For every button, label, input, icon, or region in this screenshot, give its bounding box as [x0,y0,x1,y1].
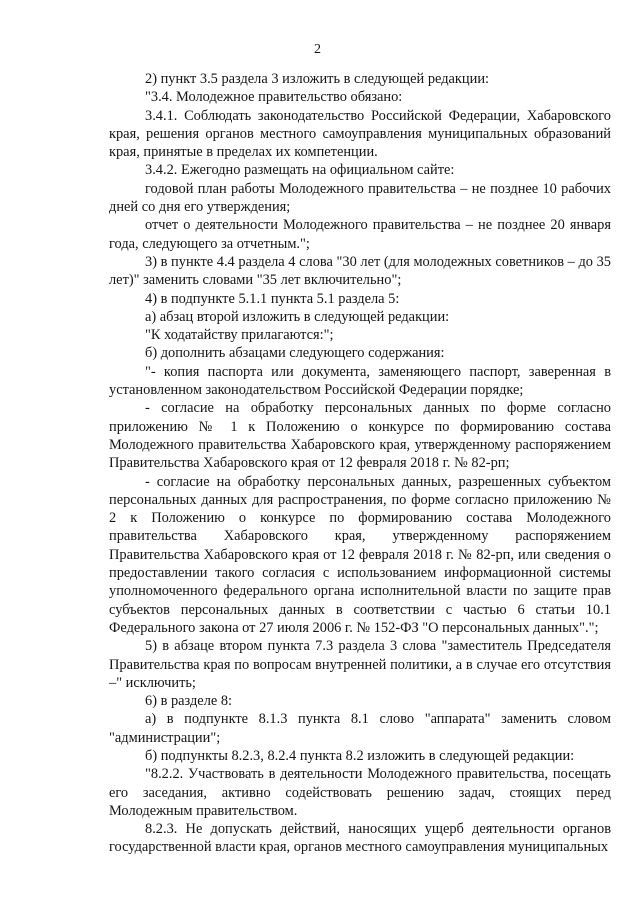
paragraph: а) в подпункте 8.1.3 пункта 8.1 слово "аппарата" заменить словом "администрации"; [109,711,611,746]
paragraph: 3.4.1. Соблюдать законодательство Российской Федерации, Хабаровского края, решения органов местного самоуправления муниципальных образований края, принятые в пределах их компетенции. [109,107,611,161]
paragraph: 8.2.3. Не допускать действий, наносящих ущерб деятельности органов государственной власти края, органов местного самоуправления муниципальных [109,821,611,856]
paragraph: 5) в абзаце втором пункта 7.3 раздела 3 слова "заместитель Председателя Правительства края по вопросам внутренней политики, а в случае его отсутствия –" исключить; [109,638,611,691]
paragraph: "8.2.2. Участвовать в деятельности Молодежного правительства, посещать его заседания, активно содействовать решению задач, стоящих перед Молодежным правительством. [109,766,611,819]
paragraph: 3.4.2. Ежегодно размещать на официальном сайте: [145,162,455,179]
paragraph: б) подпункты 8.2.3, 8.2.4 пункта 8.2 изложить в следующей редакции: [145,747,575,764]
paragraph: 3) в пункте 4.4 раздела 4 слова "30 лет (для молодежных советников – до 35 лет)" заменить словами "35 лет включительно"; [109,253,611,289]
paragraph: 6) в разделе 8: [145,693,233,710]
paragraph: "К ходатайству прилагаются:"; [145,327,334,344]
paragraph: отчет о деятельности Молодежного правительства – не позднее 20 января года, следующего за отчетным."; [109,217,611,252]
paragraph: 2) пункт 3.5 раздела 3 изложить в следующей редакции: [145,71,490,87]
paragraph: годовой план работы Молодежного правительства – не позднее 10 рабочих дней со дня его утверждения; [109,180,611,216]
paragraph: а) абзац второй изложить в следующей редакции: [145,308,450,325]
document-body [109,70,611,857]
paragraph: б) дополнить абзацами следующего содержания: [145,345,445,362]
paragraph: - согласие на обработку персональных данных, разрешенных субъектом персональных данных для распространения, по форме согласно приложению № 2 к Положению о конкурсе по формированию состава Молодежного правительства Хабаровского края, утвержденному распоряжением Правительства Хабаровского края от 12 февраля 2018 г. № 82-рп, или сведения о предоставлении такого согласия с использованием информационной системы уполномоченного федерального органа исполнительной власти по защите прав субъектов персональных данных в соответствии с частью 6 статьи 10.1 Федерального закона от 27 июля 2006 г. № 152-ФЗ "О персональных данных"."; [109,473,611,636]
paragraph: - согласие на обработку персональных данных по форме согласно приложению № 1 к Положению о конкурсе по формированию состава Молодежного правительства Хабаровского края, утвержденному распоряжением Правительства Хабаровского края от 12 февраля 2018 г. № 82-рп; [109,400,611,472]
paragraph: "- копия паспорта или документа, заменяющего паспорт, заверенная в установленном законодательством Российской Федерации порядке; [109,363,611,399]
page-number: 2 [314,42,321,57]
paragraph: 4) в подпункте 5.1.1 пункта 5.1 раздела 5: [145,290,400,307]
paragraph: "3.4. Молодежное правительство обязано: [145,89,403,106]
